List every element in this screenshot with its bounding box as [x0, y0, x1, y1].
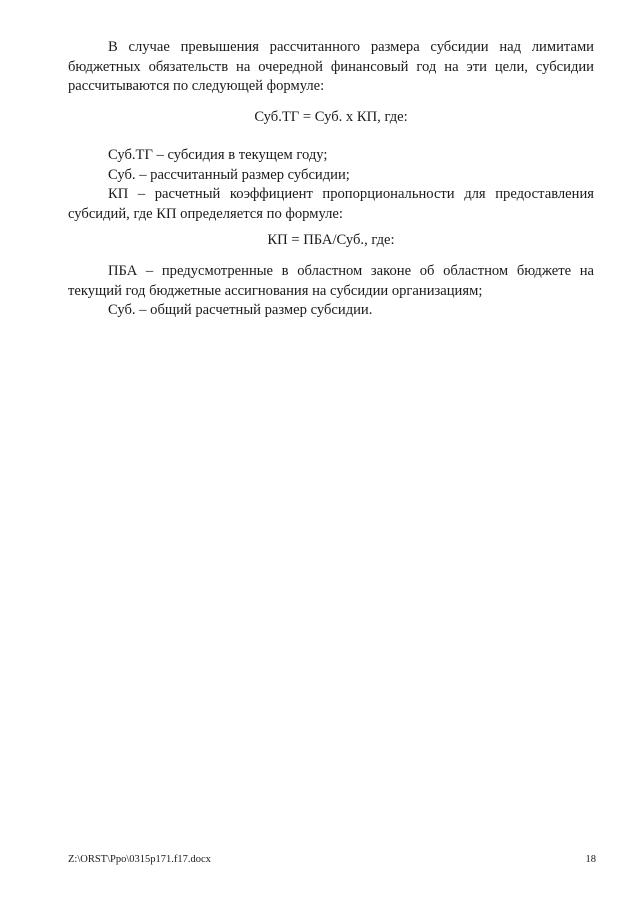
definition-pba: ПБА – предусмотренные в областном законе об областном бюджете на текущий год бюджетные ассигнования на субсидии организациям; — [68, 263, 594, 299]
definitions-block-2 — [68, 262, 594, 321]
definition-kp: КП – расчетный коэффициент пропорциональности для предоставления субсидий, где КП определяется по формуле: — [68, 186, 594, 222]
definition-sub-tg: Суб.ТГ – субсидия в текущем году; — [108, 147, 328, 163]
definition-sub-total: Суб. – общий расчетный размер субсидии. — [108, 302, 373, 318]
footer-file-path: Z:\ORST\Ppo\0315p171.f17.docx — [68, 854, 211, 865]
formula-kp: КП = ПБА/Суб., где: — [267, 232, 395, 248]
formula-block-1 — [68, 108, 594, 128]
definition-sub: Суб. – рассчитанный размер субсидии; — [108, 166, 350, 183]
paragraph-block-1 — [68, 38, 594, 97]
footer-page-number: 18 — [585, 854, 596, 865]
paragraph-subsidy-excess: В случае превышения рассчитанного размера субсидии над лимитами бюджетных обязательств на очередной финансовый год на эти цели, субсидии рассчитываются по следующей формуле: — [68, 39, 594, 94]
definitions-block-1 — [68, 146, 594, 224]
formula-subsidy-current-year: Суб.ТГ = Суб. х КП, где: — [254, 109, 408, 125]
formula-block-2 — [68, 231, 594, 251]
